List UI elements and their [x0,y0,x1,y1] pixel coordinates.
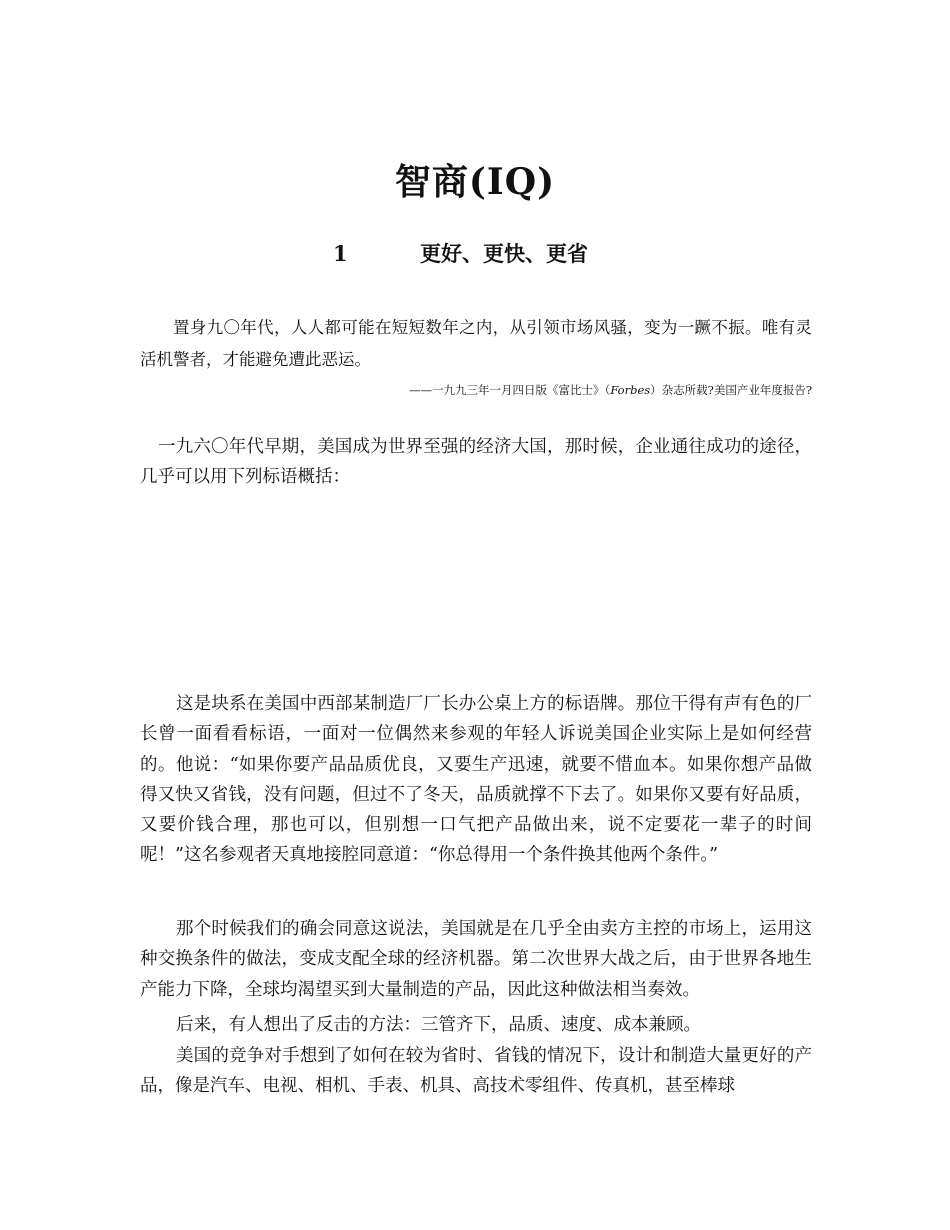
body-paragraph: 后来，有人想出了反击的方法：三管齐下，品质、速度、成本兼顾。 [176,1015,701,1035]
body-paragraph: 这是块系在美国中西部某制造厂厂长办公桌上方的标语牌。那位干得有声有色的厂长曾一面看看标语，一面对一位偶然来参观的年轻人诉说美国企业实际上是如何经营的。他说：“如果你要产品品质优良，又要生产迅速，就要不惜血本。如果你想产品做得又快又省钱，没有问题，但过不了冬天，品质就撑不下去了。如果你又要有好品质，又要价钱合理，那也可以，但别想一口气把产品做出来，说不定要花一辈子的时间呢！”这名参观者天真地接腔同意道：“你总得用一个条件换其他两个条件。” [140,694,812,866]
body-paragraph: 一九六〇年代早期，美国成为世界至强的经济大国，那时候，企业通往成功的途径，几乎可以用下列标语概括： [140,437,812,488]
chapter-number: 1 [333,241,348,266]
body-paragraph: 美国的竞争对手想到了如何在较为省时、省钱的情况下，设计和制造大量更好的产品，像是汽车、电视、相机、手表、机具、高技术零组件、传真机，甚至棒球 [140,1046,812,1097]
epigraph-source-prefix: ——一九九三年一月四日版《富比士》（ [409,383,611,397]
body-paragraph: 那个时候我们的确会同意这说法，美国就是在几乎全由卖方主控的市场上，运用这种交换条件的做法，变成支配全球的经济机器。第二次世界大战之后，由于世界各地生产能力下降，全球均渴望买到大量制造的产品，因此这种做法相当奏效。 [140,919,812,1000]
epigraph-quote: 置身九〇年代，人人都可能在短短数年之内，从引领市场风骚，变为一蹶不振。唯有灵活机警者，才能避免遭此恶运。 [140,318,812,369]
epigraph-source-suffix: ）杂志所载?美国产业年度报告? [650,383,812,397]
epigraph-source [140,381,812,399]
chapter-title: 更好、更快、更省 [420,241,588,266]
chapter-heading [0,238,950,270]
epigraph-source-publication: Forbes [610,383,651,397]
book-title: 智商(IQ) [394,161,556,203]
